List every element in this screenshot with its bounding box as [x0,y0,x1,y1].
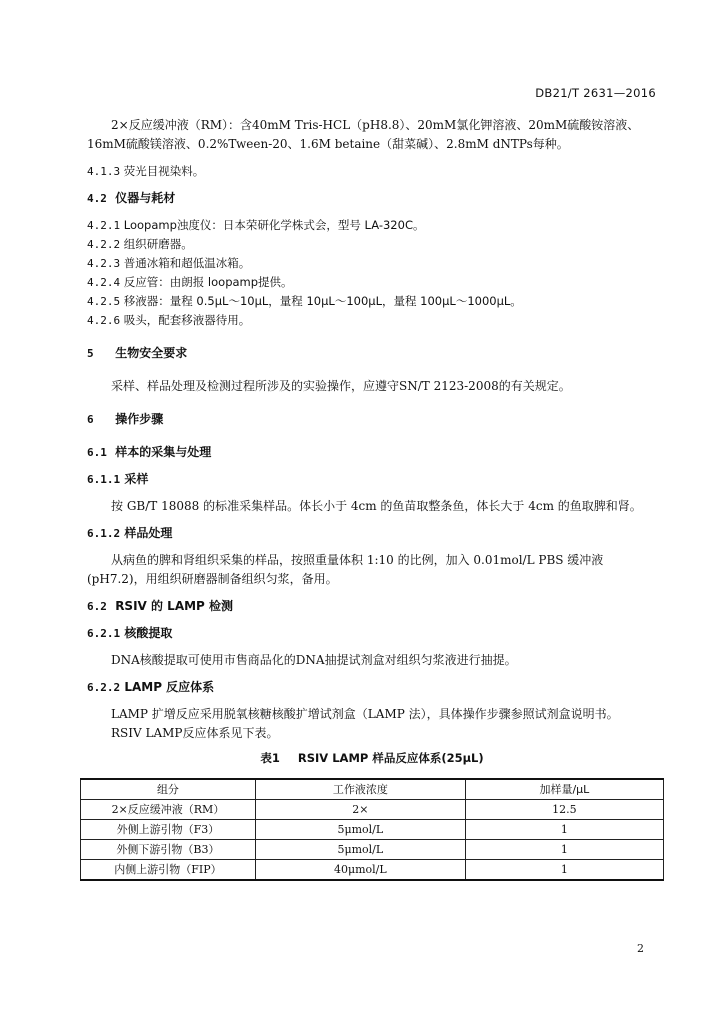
table-cell: 1 [465,820,663,840]
table-cell: 1 [465,860,663,881]
section-4-2-1: 4.2.1 Loopamp浊度仪：日本荣研化学株式会，型号 LA-320C。 [87,218,425,232]
section-6-2-2-text-1: LAMP 扩增反应采用脱氧核糖核酸扩增试剂盒（LAMP 法），具体操作步骤参照试剂盒说明书。 [111,707,619,721]
table-caption: 表1 RSIV LAMP 样品反应体系(25μL) [260,751,484,765]
section-6-1-2-heading: 6.1.2 样品处理 [87,526,173,540]
section-6-1-1-text: 按 GB/T 18088 的标准采集样品。体长小于 4cm 的鱼苗取整条鱼，体长大于 4cm 的鱼取脾和肾。 [111,499,642,513]
section-4-2-5: 4.2.5 移液器：量程 0.5μL～10μL，量程 10μL～100μL，量程 100μL～1000μL。 [87,294,522,308]
table-header-row [81,779,664,800]
section-4-2-6: 4.2.6 吸头，配套移液器待用。 [87,313,251,327]
section-6-2-1-heading: 6.2.1 核酸提取 [87,626,173,640]
section-4-1-3: 4.1.3 荧光目视染料。 [87,164,205,178]
document-body [87,116,657,881]
table-cell: 2× [255,800,465,820]
section-4-2-4: 4.2.4 反应管：由朗报 loopamp提供。 [87,275,293,289]
section-4-2-heading: 4.2 仪器与耗材 [87,191,176,205]
table-cell: 5μmol/L [255,820,465,840]
table-cell: 5μmol/L [255,840,465,860]
table-cell: 外侧上游引物（F3） [81,820,256,840]
page-number: 2 [637,942,644,955]
section-6-2-2-heading: 6.2.2 LAMP 反应体系 [87,680,215,694]
section-5-heading: 5 生物安全要求 [87,346,188,360]
table-row [81,840,664,860]
table-row [81,800,664,820]
section-6-2-2-text-2: RSIV LAMP反应体系见下表。 [111,726,279,740]
table-cell: 内侧上游引物（FIP） [81,860,256,881]
section-6-2-1-text: DNA核酸提取可使用市售商品化的DNA抽提试剂盒对组织匀浆液进行抽提。 [111,653,517,667]
rm-description: 2×反应缓冲液（RM）：含40mM Tris-HCL（pH8.8）、20mM氯化钾溶液、20mM硫酸铵溶液、16mM硫酸镁溶液、0.2%Tween-20、1.6M betaine（甜菜碱）、2.8mM dNTPs每种。 [87,118,640,151]
table-row [81,860,664,881]
table-cell: 12.5 [465,800,663,820]
section-4-2-2: 4.2.2 组织研磨器。 [87,237,193,251]
header-component: 组分 [81,779,256,800]
table-cell: 2×反应缓冲液（RM） [81,800,256,820]
header-volume: 加样量/μL [465,779,663,800]
standard-id: DB21/T 2631—2016 [535,86,656,100]
section-6-1-2-text: 从病鱼的脾和肾组织采集的样品，按照重量体积 1:10 的比例，加入 0.01mol/L PBS 缓冲液(pH7.2)，用组织研磨器制备组织匀浆，备用。 [87,553,604,586]
section-4-2-3: 4.2.3 普通冰箱和超低温冰箱。 [87,256,251,270]
section-6-1-heading: 6.1 样本的采集与处理 [87,445,212,459]
table-row [81,820,664,840]
header-concentration: 工作液浓度 [255,779,465,800]
section-6-1-1-heading: 6.1.1 采样 [87,472,149,486]
table-cell: 外侧下游引物（B3） [81,840,256,860]
section-5-text: 采样、样品处理及检测过程所涉及的实验操作，应遵守SN/T 2123-2008的有关规定。 [111,379,571,393]
table-cell: 40μmol/L [255,860,465,881]
table-cell: 1 [465,840,663,860]
section-6-2-heading: 6.2 RSIV 的 LAMP 检测 [87,599,234,613]
section-6-heading: 6 操作步骤 [87,412,164,426]
reaction-table [80,778,664,881]
